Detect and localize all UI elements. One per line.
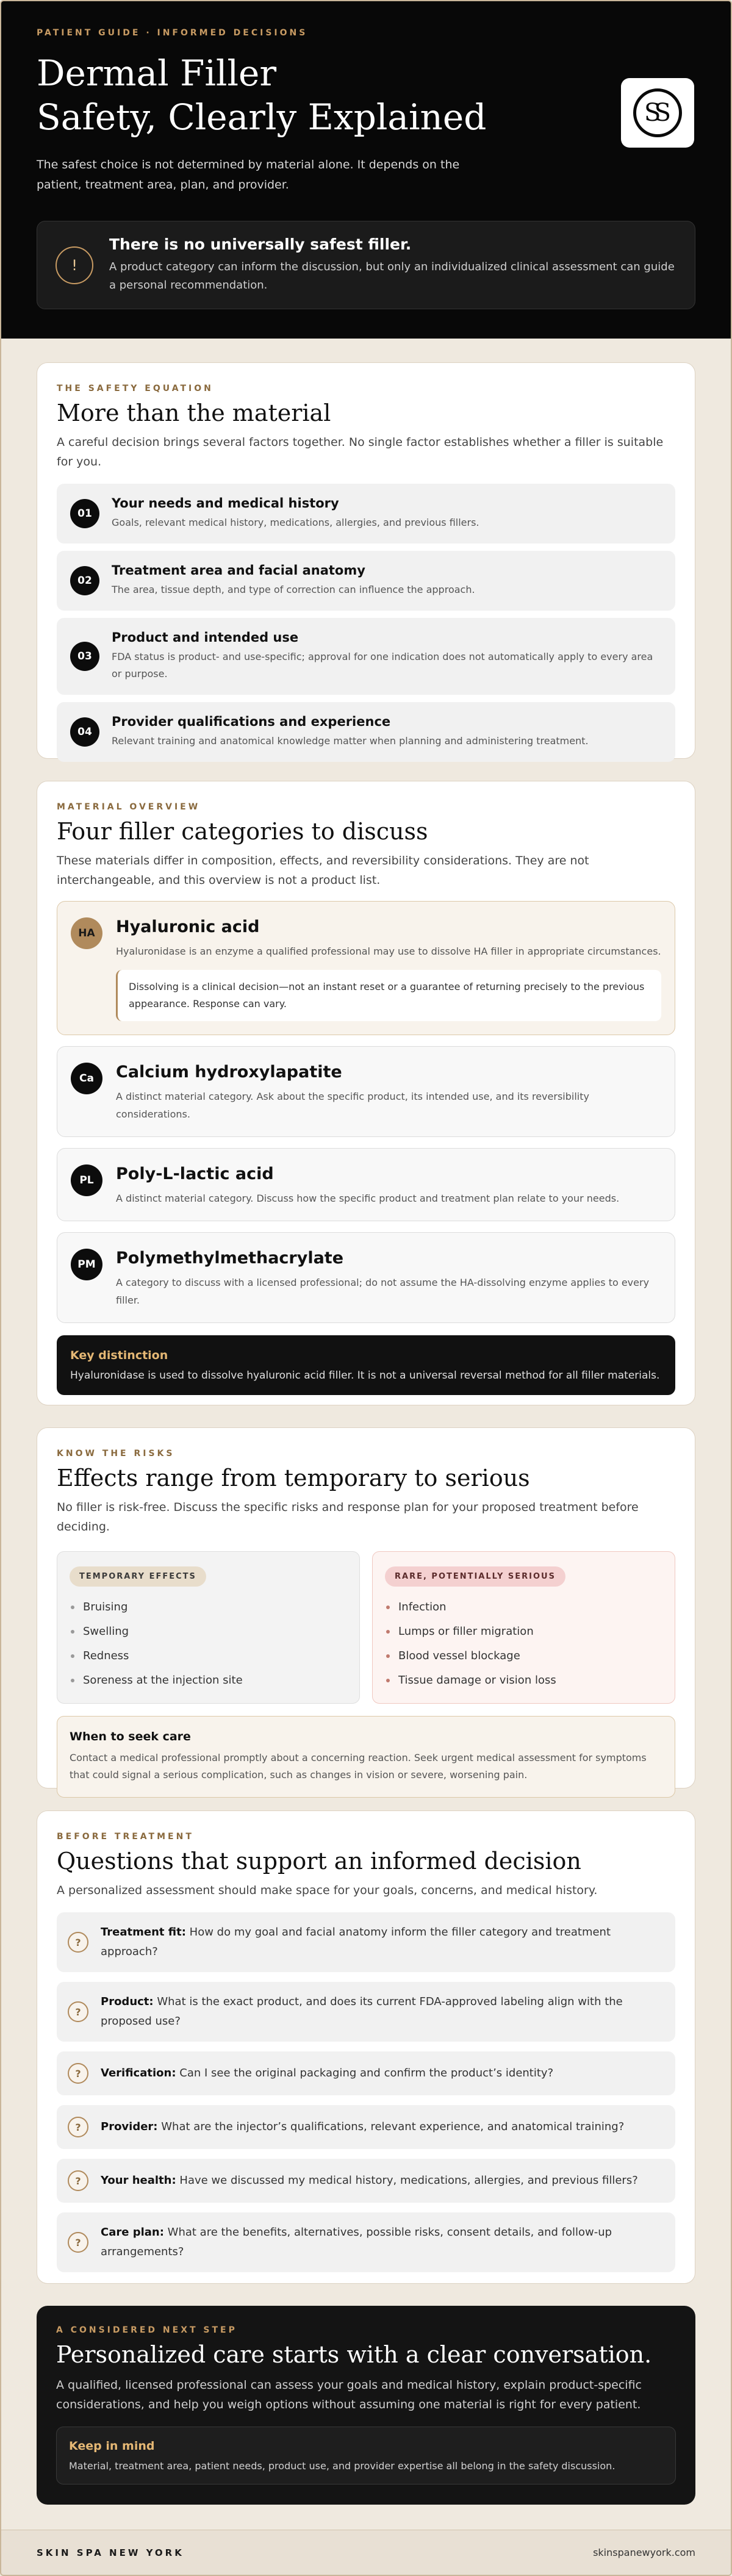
seek-care-callout	[57, 1716, 675, 1798]
material-badge: PL	[71, 1164, 102, 1196]
callout-body: Contact a medical professional promptly about a concerning reaction. Seek urgent medical assessment for symptoms that could signal a serious complication, such as changes in vision or severe, worsening pain.	[70, 1752, 647, 1781]
question-text: What is the exact product, and does its current FDA-approved labeling align with the proposed use?	[101, 1995, 623, 2028]
material-desc: A distinct material category. Ask about the specific product, its intended use, and its reversibility considerations.	[116, 1091, 589, 1120]
list-item: Lumps or filler migration	[385, 1620, 662, 1644]
callout-title: Key distinction	[70, 1349, 168, 1362]
section-eyebrow: THE SAFETY EQUATION	[57, 384, 214, 393]
risk-columns	[57, 1551, 675, 1704]
material-item-hyaluronic-acid	[57, 901, 675, 1035]
section-title: Personalized care starts with a clear conversation.	[56, 2341, 652, 2368]
question-item	[57, 2212, 675, 2272]
notice-title: There is no universally safest filler.	[109, 235, 412, 253]
section-intro: A personalized assessment should make space for your goals, concerns, and medical history.	[57, 1884, 598, 1897]
temporary-effects-list	[70, 1595, 347, 1693]
keep-in-mind-callout	[56, 2427, 676, 2485]
section-title: Four filler categories to discuss	[57, 818, 428, 845]
hero-subtitle: The safest choice is not determined by material alone. It depends on the patient, treatment area, plan, and provider.	[37, 158, 460, 192]
hero-header	[1, 1, 731, 339]
question-item	[57, 2105, 675, 2149]
temporary-effects-badge: TEMPORARY EFFECTS	[70, 1566, 206, 1587]
list-item: Blood vessel blockage	[385, 1644, 662, 1668]
question-text: What are the injector’s qualifications, relevant experience, and anatomical training?	[161, 2120, 625, 2133]
question-icon: ?	[68, 2170, 88, 2191]
question-label: Product:	[101, 1995, 154, 2008]
hero-eyebrow: PATIENT GUIDE · INFORMED DECISIONS	[37, 28, 308, 38]
question-icon: ?	[68, 2063, 88, 2084]
questions-card	[37, 1810, 695, 2284]
question-label: Care plan:	[101, 2226, 164, 2239]
factor-item	[57, 551, 675, 611]
material-overview-card	[37, 781, 695, 1405]
factor-item	[57, 484, 675, 544]
callout-body: Material, treatment area, patient needs, product use, and provider expertise all belong in the safety discussion.	[69, 2460, 615, 2472]
section-title: Effects range from temporary to serious	[57, 1465, 530, 1491]
exclamation-icon: !	[56, 246, 93, 284]
question-label: Provider:	[101, 2120, 158, 2133]
question-text: Have we discussed my medical history, medications, allergies, and previous fillers?	[179, 2174, 638, 2187]
factor-title: Provider qualifications and experience	[112, 714, 391, 729]
question-item	[57, 2159, 675, 2203]
footer-brand: SKIN SPA NEW YORK	[37, 2547, 184, 2558]
question-icon: ?	[68, 2232, 88, 2253]
list-item: Swelling	[70, 1620, 347, 1644]
list-item: Soreness at the injection site	[70, 1668, 347, 1693]
material-item-poly-l-lactic-acid	[57, 1148, 675, 1221]
section-eyebrow: BEFORE TREATMENT	[57, 1832, 194, 1842]
material-note: Dissolving is a clinical decision—not an instant reset or a guarantee of returning precisely to the previous appearance. Response can vary.	[116, 970, 661, 1021]
list-item: Bruising	[70, 1595, 347, 1620]
logo-mark: SS	[633, 88, 682, 137]
question-item	[57, 1912, 675, 1972]
list-item: Tissue damage or vision loss	[385, 1668, 662, 1693]
material-badge: Ca	[71, 1063, 102, 1094]
material-desc: A category to discuss with a licensed professional; do not assume the HA-dissolving enzyme applies to every filler.	[116, 1277, 650, 1306]
section-eyebrow: KNOW THE RISKS	[57, 1449, 175, 1458]
safety-equation-card	[37, 362, 695, 759]
next-step-card	[37, 2306, 695, 2505]
material-badge: PM	[71, 1249, 102, 1280]
question-text: Can I see the original packaging and confirm the product’s identity?	[179, 2067, 554, 2079]
footer	[1, 2530, 731, 2575]
footer-website-link[interactable]: skinspanewyork.com	[593, 2547, 695, 2558]
section-body: A qualified, licensed professional can assess your goals and medical history, explain product-specific considerations, and help you weigh options without assuming one material is right for every patient.	[56, 2378, 642, 2411]
material-title: Poly-L-lactic acid	[116, 1164, 274, 1183]
factor-title: Product and intended use	[112, 630, 299, 645]
page-title	[37, 51, 695, 139]
question-text: What are the benefits, alternatives, possible risks, consent details, and follow-up arrangements?	[101, 2226, 612, 2258]
section-eyebrow: A CONSIDERED NEXT STEP	[56, 2325, 237, 2335]
section-intro: A careful decision brings several factors together. No single factor establishes whether a filler is suitable for you.	[57, 436, 664, 468]
question-item	[57, 2051, 675, 2095]
serious-effects-panel	[372, 1551, 675, 1704]
section-title: More than the material	[57, 400, 331, 426]
question-text: How do my goal and facial anatomy inform the filler category and treatment approach?	[101, 1926, 611, 1958]
factor-desc: FDA status is product- and use-specific; approval for one indication does not automatically apply to every area or purpose.	[112, 651, 653, 680]
material-title: Polymethylmethacrylate	[116, 1249, 344, 1268]
question-item	[57, 1982, 675, 2042]
factor-title: Your needs and medical history	[112, 496, 339, 511]
temporary-effects-panel	[57, 1551, 360, 1704]
material-title: Hyaluronic acid	[116, 917, 260, 936]
factor-desc: Relevant training and anatomical knowledge matter when planning and administering treatment.	[112, 735, 589, 747]
material-title: Calcium hydroxylapatite	[116, 1063, 342, 1082]
question-label: Your health:	[101, 2174, 176, 2187]
question-icon: ?	[68, 2001, 88, 2022]
list-item: Redness	[70, 1644, 347, 1668]
factor-item	[57, 618, 675, 695]
list-item: Infection	[385, 1595, 662, 1620]
callout-title: Keep in mind	[69, 2439, 155, 2453]
serious-effects-badge: RARE, POTENTIALLY SERIOUS	[385, 1566, 565, 1587]
factor-number: 04	[70, 717, 99, 747]
key-distinction-callout	[57, 1335, 675, 1395]
question-icon: ?	[68, 2117, 88, 2137]
title-line-1: Dermal Filler	[37, 52, 277, 94]
section-eyebrow: MATERIAL OVERVIEW	[57, 802, 201, 812]
material-item-polymethylmethacrylate	[57, 1232, 675, 1323]
factor-number: 01	[70, 499, 99, 528]
factor-title: Treatment area and facial anatomy	[112, 563, 365, 578]
risks-card	[37, 1427, 695, 1788]
serious-effects-list	[385, 1595, 662, 1693]
material-badge: HA	[71, 917, 102, 949]
title-line-2: Safety, Clearly Explained	[37, 96, 487, 138]
factor-desc: Goals, relevant medical history, medications, allergies, and previous fillers.	[112, 517, 479, 528]
callout-title: When to seek care	[70, 1730, 191, 1743]
notice-body: A product category can inform the discussion, but only an individualized clinical assessment can guide a personal recommendation.	[109, 260, 675, 292]
section-intro: No filler is risk-free. Discuss the specific risks and response plan for your proposed treatment before deciding.	[57, 1501, 639, 1534]
factor-number: 03	[70, 642, 99, 671]
section-intro: These materials differ in composition, effects, and reversibility considerations. They are not interchangeable, and this overview is not a product list.	[57, 854, 589, 887]
question-icon: ?	[68, 1932, 88, 1953]
material-item-calcium-hydroxylapatite	[57, 1046, 675, 1137]
question-label: Treatment fit:	[101, 1926, 186, 1939]
brand-logo	[621, 78, 694, 148]
factor-item	[57, 702, 675, 762]
section-title: Questions that support an informed decision	[57, 1848, 581, 1875]
key-notice	[37, 221, 695, 309]
material-desc: A distinct material category. Discuss how the specific product and treatment plan relate to your needs.	[116, 1193, 620, 1204]
callout-body: Hyaluronidase is used to dissolve hyaluronic acid filler. It is not a universal reversal method for all filler materials.	[70, 1369, 660, 1382]
material-desc: Hyaluronidase is an enzyme a qualified professional may use to dissolve HA filler in appropriate circumstances.	[116, 945, 661, 957]
question-label: Verification:	[101, 2067, 176, 2079]
factor-desc: The area, tissue depth, and type of correction can influence the approach.	[112, 584, 475, 595]
factor-number: 02	[70, 566, 99, 595]
